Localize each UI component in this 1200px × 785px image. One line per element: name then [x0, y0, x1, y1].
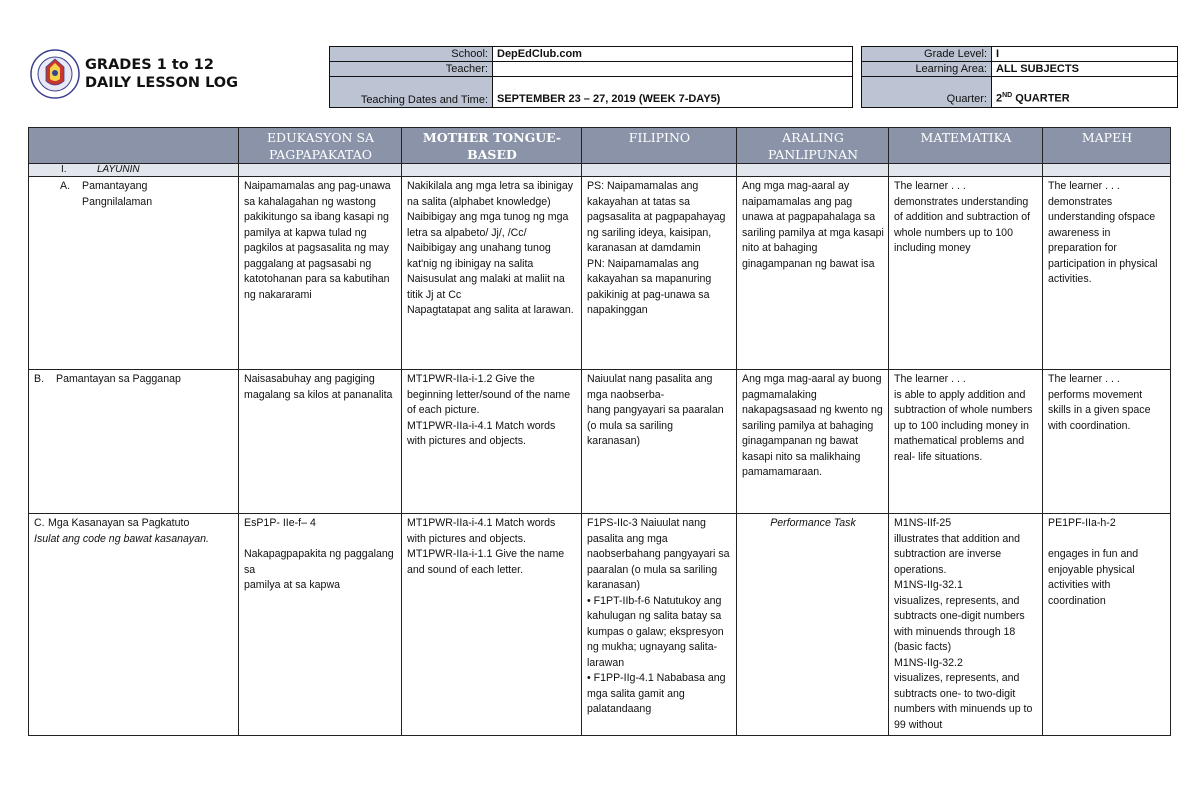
column-header-esp: EDUKASYON SA PAGPAPAKATAO [239, 128, 402, 164]
section-title: LAYUNIN [97, 164, 140, 175]
section-row-layunin [29, 164, 1171, 177]
table-cell: The learner . . . demonstrates understanding of addition and subtraction of whole numbers up to 100 including money [889, 177, 1043, 370]
title-line-dll: DAILY LESSON LOG [85, 75, 239, 91]
header-blank-cell [29, 128, 239, 164]
grade-level-value: I [992, 47, 1178, 62]
row-label: Pamantayan sa Pagganap [56, 373, 181, 385]
table-cell: Performance Task [737, 514, 889, 736]
table-cell: PS: Naipamamalas ang kakayahan at tatas sa pagsasalita at pagpapahayag ng sariling ideya, kaisipan, karanasan at damdamin PN: Naipamamalas ang kakayahan sa mapanuring pakikinig at pag-unawa sa napakinggan [582, 177, 737, 370]
section-number: I. [61, 164, 67, 175]
column-header-ap: ARALING PANLIPUNAN [737, 128, 889, 164]
row-label-cell [29, 177, 239, 370]
column-header-filipino: FILIPINO [582, 128, 737, 164]
table-cell: Nakikilala ang mga letra sa ibinigay na salita (alphabet knowledge) Naibibigay ang mga tunog ng mga letra sa alpabeto/ Jj/, /Cc/ Naibibigay ang unahang tunog kat'nig ng ibinigay na salita Naisusulat ang malaki at maliit na titik Jj at Cc Napagtatapat ang salita at larawan. [402, 177, 582, 370]
header-info-table [329, 46, 1178, 108]
table-cell: F1PS-IIc-3 Naiuulat nang pasalita ang mga naobserbahang pangyayari sa paaralan (o mula sa sariling karanasan) • F1PT-IIb-f-6 Natutukoy ang kahulugan ng salita batay sa kumpas o galaw; ekspresyon ng mukha; ugnayang salita-larawan • F1PP-IIg-4.1 Nababasa ang mga salita gamit ang palatandaang [582, 514, 737, 736]
table-cell: Naiuulat nang pasalita ang mga naobserba- hang pangyayari sa paaralan (o mula sa sariling karanasan) [582, 370, 737, 514]
table-cell: The learner . . . performs movement skills in a given space with coordination. [1043, 370, 1171, 514]
quarter-word: QUARTER [1012, 93, 1070, 105]
document-title [85, 56, 238, 92]
row-sublabel: Isulat ang code ng bawat kasanayan. [34, 532, 209, 545]
quarter-label: Quarter: [862, 77, 992, 108]
table-cell: MT1PWR-IIa-i-4.1 Match words with pictures and objects. MT1PWR-IIa-i-1.1 Give the name and sound of each letter. [402, 514, 582, 736]
table-cell: Ang mga mag-aaral ay buong pagmamalaking nakapagsasaad ng kwento ng sariling pamilya at bahaging ginagampanan ng bawat kasapi nito sa malikhaing pamamamaraan. [737, 370, 889, 514]
table-cell: M1NS-IIf-25 illustrates that addition and subtraction are inverse operations. M1NS-IIg-32.1 visualizes, represents, and subtracts one-digit numbers with minuends through 18 (basic facts) M1NS-IIg-32.2 visualizes, represents, and subtracts one- to two-digit numbers with minuends up to 99 without [889, 514, 1043, 736]
quarter-ordinal: ND [1002, 92, 1013, 100]
row-label-cell [29, 370, 239, 514]
table-cell: Naipamamalas ang pag-unawa sa kahalagahan ng wastong pakikitungo sa ibang kasapi ng pamilya at kapwa tulad ng pagkilos at pagsasalita ng may paggalang at pagsasabi ng katotohanan para sa kabutihan ng nakararami [239, 177, 402, 370]
column-header-mapeh: MAPEH [1043, 128, 1171, 164]
row-label-cell [29, 514, 239, 736]
spacer [853, 77, 862, 108]
column-header-mtb: MOTHER TONGUE-BASED [402, 128, 582, 164]
spacer [853, 62, 862, 77]
table-cell: MT1PWR-IIa-i-1.2 Give the beginning letter/sound of the name of each picture. MT1PWR-IIa-i-4.1 Match words with pictures and objects. [402, 370, 582, 514]
school-label: School: [330, 47, 493, 62]
table-cell: Naisasabuhay ang pagiging magalang sa kilos at pananalita [239, 370, 402, 514]
table-cell: The learner . . . is able to apply addition and subtraction of whole numbers up to 100 including money in mathematical problems and real- life situations. [889, 370, 1043, 514]
teacher-value [493, 62, 853, 77]
row-number: B. [34, 373, 45, 385]
table-cell: PE1PF-IIa-h-2 engages in fun and enjoyable physical activities with coordination [1043, 514, 1171, 736]
learning-area-value: ALL SUBJECTS [992, 62, 1178, 77]
quarter-number: 2 [996, 93, 1003, 105]
table-row [29, 177, 1171, 370]
section-label [29, 164, 239, 177]
column-header-math: MATEMATIKA [889, 128, 1043, 164]
quarter-value [992, 77, 1178, 108]
deped-seal-logo [30, 47, 80, 101]
learning-area-label: Learning Area: [862, 62, 992, 77]
spacer [853, 47, 862, 62]
row-label: Pamantayang Pangnilalaman [82, 180, 153, 208]
table-cell: EsP1P- IIe-f– 4 Nakapagpapakita ng paggalang sa pamilya at sa kapwa [239, 514, 402, 736]
teaching-dates-value: SEPTEMBER 23 – 27, 2019 (WEEK 7-DAY5) [493, 77, 853, 108]
row-label: Mga Kasanayan sa Pagkatuto [48, 517, 190, 529]
teaching-dates-label: Teaching Dates and Time: [330, 77, 493, 108]
title-line-grades: GRADES 1 to 12 [85, 57, 214, 73]
school-value: DepEdClub.com [493, 47, 853, 62]
row-number: C. [34, 517, 45, 529]
grade-level-label: Grade Level: [862, 47, 992, 62]
table-row [29, 370, 1171, 514]
table-cell: Ang mga mag-aaral ay naipamamalas ang pag unawa at pagpapahalaga sa sariling pamilya at mga kasapi nito at bahaging ginagampanan ng bawat isa [737, 177, 889, 370]
teacher-label: Teacher: [330, 62, 493, 77]
lesson-log-table [28, 127, 1171, 736]
row-number: A. [60, 180, 71, 192]
table-cell: The learner . . . demonstrates understanding ofspace awareness in preparation for participation in physical activities. [1043, 177, 1171, 370]
table-row [29, 514, 1171, 736]
subject-header-row [29, 128, 1171, 164]
